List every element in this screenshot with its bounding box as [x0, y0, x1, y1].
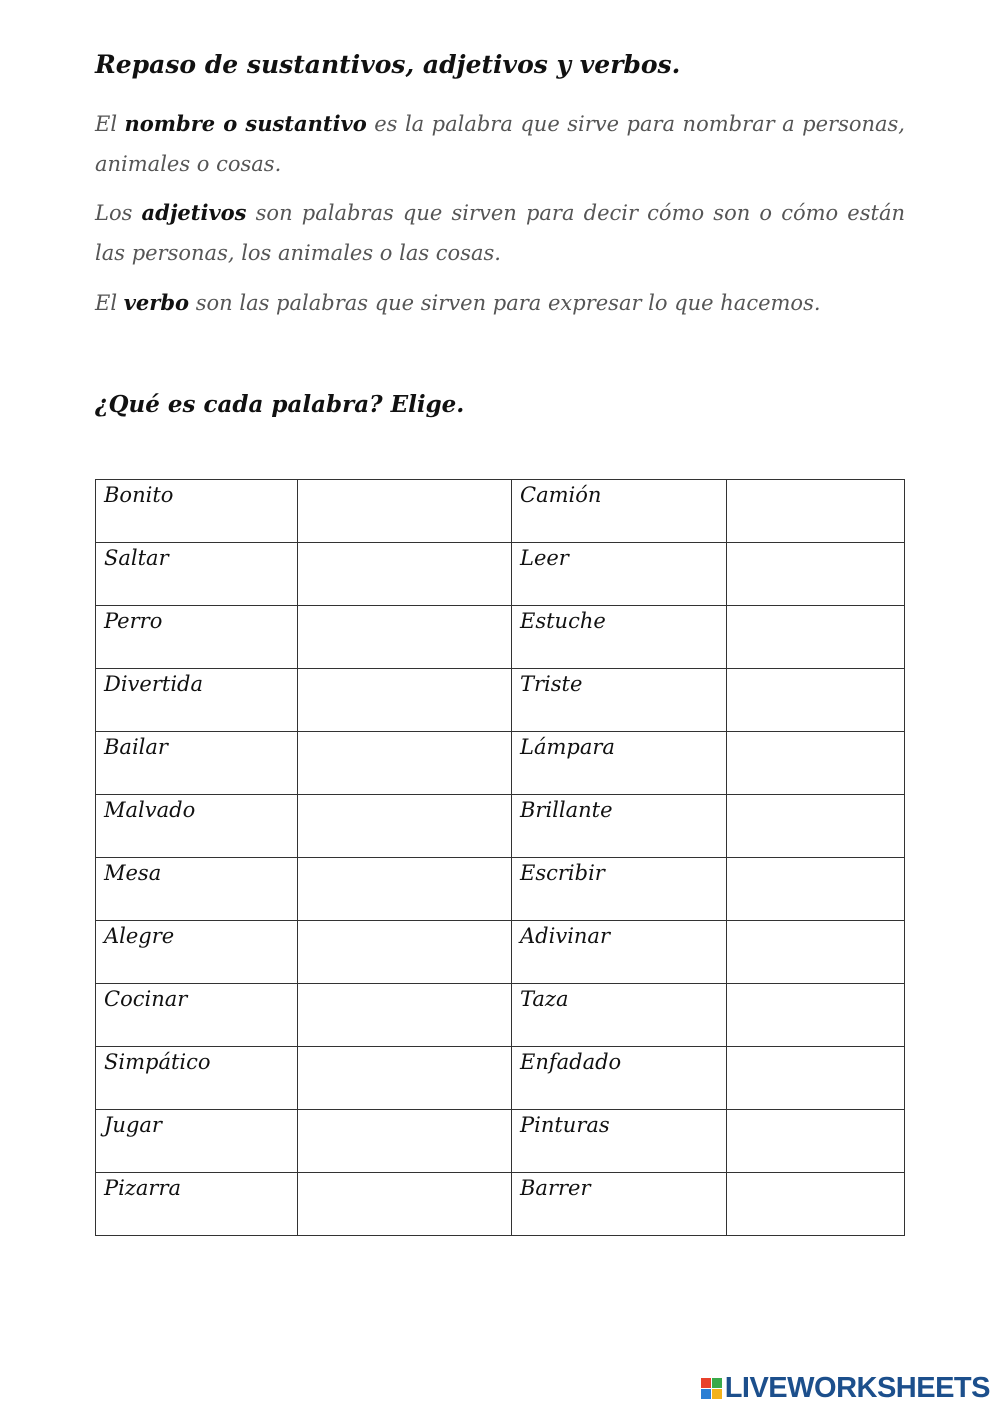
- liveworksheets-logo: [701, 1372, 990, 1405]
- answer-cell-right[interactable]: [727, 669, 905, 732]
- adjective-definition-pre: Los: [95, 201, 142, 225]
- logo-mark-square: [701, 1378, 711, 1388]
- answer-cell-right[interactable]: [727, 1047, 905, 1110]
- answer-cell-right[interactable]: [727, 795, 905, 858]
- table-row: [96, 669, 905, 732]
- word-cell-left: Saltar: [96, 543, 298, 606]
- adjective-definition-post: son palabras que sirven para decir cómo son o cómo están las personas, los animales o las cosas.: [95, 201, 905, 265]
- answer-cell-left[interactable]: [298, 669, 512, 732]
- word-cell-left: Bonito: [96, 480, 298, 543]
- answer-cell-left[interactable]: [298, 1110, 512, 1173]
- word-cell-left: Alegre: [96, 921, 298, 984]
- noun-definition: [95, 104, 905, 184]
- word-cell-right: Estuche: [512, 606, 727, 669]
- table-row: [96, 606, 905, 669]
- verb-term: verbo: [123, 290, 190, 315]
- noun-definition-pre: El: [95, 112, 125, 136]
- table-row: [96, 984, 905, 1047]
- table-row: [96, 795, 905, 858]
- word-cell-right: Leer: [512, 543, 727, 606]
- table-row: [96, 1047, 905, 1110]
- noun-term: nombre o sustantivo: [124, 111, 367, 136]
- worksheet-title: Repaso de sustantivos, adjetivos y verbos.: [95, 50, 681, 79]
- liveworksheets-logo-icon: [701, 1378, 722, 1399]
- liveworksheets-logo-text: LIVEWORKSHEETS: [724, 1372, 990, 1404]
- word-cell-left: Cocinar: [96, 984, 298, 1047]
- word-cell-left: Divertida: [96, 669, 298, 732]
- word-cell-right: Brillante: [512, 795, 727, 858]
- word-cell-right: Camión: [512, 480, 727, 543]
- table-row: [96, 732, 905, 795]
- adjective-term: adjetivos: [141, 200, 247, 225]
- word-cell-left: Bailar: [96, 732, 298, 795]
- word-cell-left: Perro: [96, 606, 298, 669]
- word-cell-right: Lámpara: [512, 732, 727, 795]
- answer-cell-right[interactable]: [727, 921, 905, 984]
- answer-cell-left[interactable]: [298, 1047, 512, 1110]
- table-row: [96, 921, 905, 984]
- word-cell-left: Simpático: [96, 1047, 298, 1110]
- table-row: [96, 1173, 905, 1236]
- answer-cell-right[interactable]: [727, 1173, 905, 1236]
- answer-cell-left[interactable]: [298, 606, 512, 669]
- word-cell-right: Taza: [512, 984, 727, 1047]
- answer-cell-left[interactable]: [298, 480, 512, 543]
- answer-cell-left[interactable]: [298, 921, 512, 984]
- answer-cell-left[interactable]: [298, 543, 512, 606]
- answer-cell-left[interactable]: [298, 732, 512, 795]
- word-cell-left: Malvado: [96, 795, 298, 858]
- word-cell-right: Enfadado: [512, 1047, 727, 1110]
- table-row: [96, 543, 905, 606]
- answer-cell-right[interactable]: [727, 1110, 905, 1173]
- answer-cell-right[interactable]: [727, 606, 905, 669]
- answer-cell-right[interactable]: [727, 858, 905, 921]
- answer-cell-right[interactable]: [727, 480, 905, 543]
- table-row: [96, 1110, 905, 1173]
- answer-cell-left[interactable]: [298, 795, 512, 858]
- logo-mark-square: [712, 1378, 722, 1388]
- answer-cell-left[interactable]: [298, 858, 512, 921]
- answer-cell-right[interactable]: [727, 984, 905, 1047]
- adjective-definition: [95, 193, 905, 273]
- noun-definition-post: es la palabra que sirve para nombrar a personas, animales o cosas.: [95, 112, 905, 176]
- word-classification-table: [95, 479, 905, 1236]
- verb-definition-post: son las palabras que sirven para expresar lo que hacemos.: [189, 291, 821, 315]
- word-cell-left: Jugar: [96, 1110, 298, 1173]
- word-cell-right: Adivinar: [512, 921, 727, 984]
- logo-mark-square: [712, 1389, 722, 1399]
- word-cell-left: Mesa: [96, 858, 298, 921]
- verb-definition: [95, 283, 905, 323]
- table-row: [96, 480, 905, 543]
- word-cell-right: Barrer: [512, 1173, 727, 1236]
- table-row: [96, 858, 905, 921]
- logo-mark-square: [701, 1389, 711, 1399]
- answer-cell-left[interactable]: [298, 984, 512, 1047]
- answer-cell-right[interactable]: [727, 732, 905, 795]
- verb-definition-pre: El: [95, 291, 124, 315]
- answer-cell-right[interactable]: [727, 543, 905, 606]
- word-cell-right: Pinturas: [512, 1110, 727, 1173]
- word-cell-left: Pizarra: [96, 1173, 298, 1236]
- exercise-question: ¿Qué es cada palabra? Elige.: [95, 391, 465, 418]
- answer-cell-left[interactable]: [298, 1173, 512, 1236]
- word-cell-right: Triste: [512, 669, 727, 732]
- word-cell-right: Escribir: [512, 858, 727, 921]
